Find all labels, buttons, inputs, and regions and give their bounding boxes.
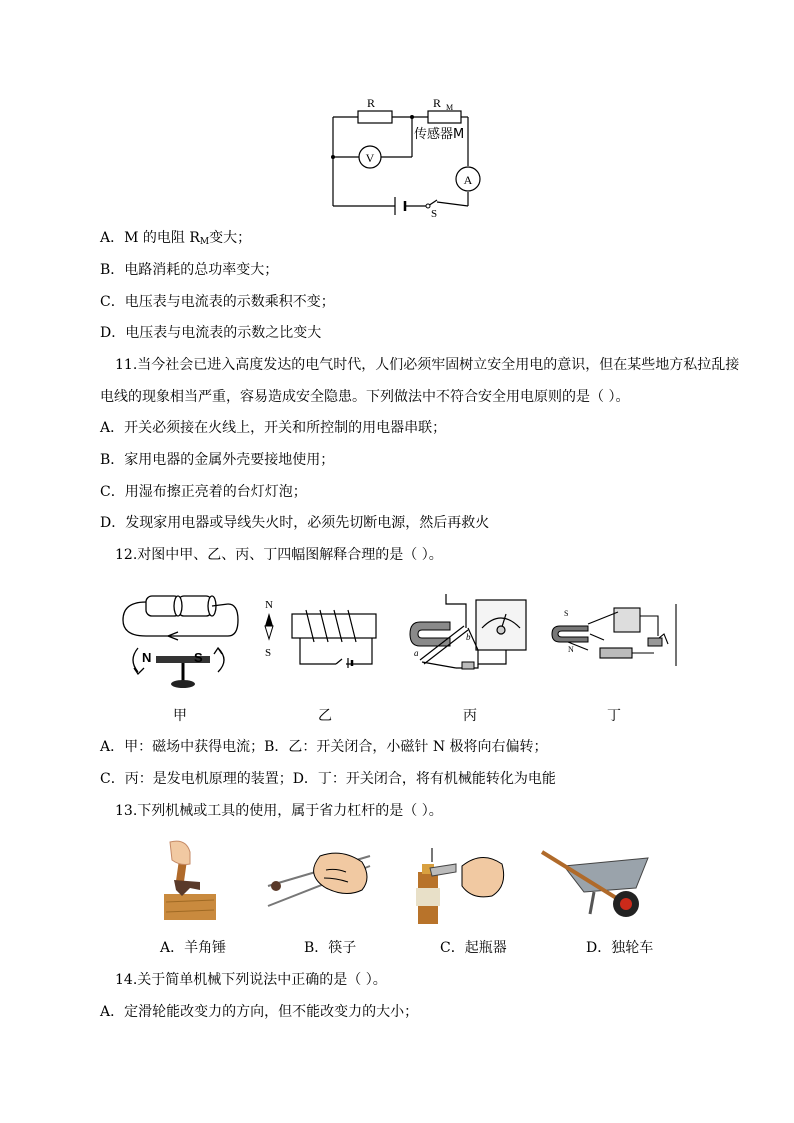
circuit-diagram — [325, 92, 495, 220]
label-rm-sub: M — [446, 103, 454, 112]
figure-ding — [548, 604, 680, 668]
q13-stem: 13.下列机械或工具的使用，属于省力杠杆的是（ ）。 — [115, 803, 443, 819]
caption-bing: 丙 — [463, 708, 477, 724]
voltmeter-label: V — [365, 151, 375, 165]
switch-label: S — [431, 208, 438, 220]
yi-n-label: N — [265, 599, 273, 611]
figure-jia — [118, 590, 246, 690]
ding-s-label: S — [564, 609, 569, 618]
caption-ding: 丁 — [607, 708, 621, 724]
q12-stem: 12.对图中甲、乙、丙、丁四幅图解释合理的是（ ）。 — [115, 547, 443, 563]
wheelbarrow-image — [540, 848, 652, 920]
figure-yi — [262, 596, 384, 668]
q10-option-a — [100, 228, 251, 252]
q13-caption-b: B．筷子 — [304, 940, 357, 956]
q12-option-cd: C．丙：是发电机原理的装置；D．丁：开关闭合，将有机械能转化为电能 — [100, 771, 556, 787]
jia-s-label: S — [194, 650, 203, 665]
q13-caption-c: C．起瓶器 — [440, 940, 507, 956]
q11-option-c: C．用湿布擦正亮着的台灯灯泡； — [100, 484, 307, 500]
q12-option-ab: A．甲：磁场中获得电流；B．乙：开关闭合，小磁针 N 极将向右偏转； — [100, 739, 548, 755]
ding-n-label: N — [568, 645, 574, 654]
q14-stem: 14.关于简单机械下列说法中正确的是（ ）。 — [115, 972, 387, 988]
yi-s-label: S — [265, 647, 272, 659]
label-sensor: 传感器M — [414, 127, 465, 142]
bing-a-label: a — [414, 648, 419, 658]
q11-stem-line1: 11.当今社会已进入高度发达的电气时代，人们必须牢固树立安全用电的意识，但在某些地方私拉乱接 — [115, 357, 740, 373]
q11-option-d: D．发现家用电器或导线失火时，必须先切断电源，然后再救火 — [100, 515, 490, 531]
q11-option-a: A．开关必须接在火线上，开关和所控制的用电器串联； — [100, 420, 447, 436]
claw-hammer-image — [160, 840, 220, 922]
q14-option-a: A．定滑轮能改变力的方向，但不能改变力的大小； — [100, 1004, 419, 1020]
ammeter-label: A — [463, 173, 473, 187]
q13-caption-d: D．独轮车 — [586, 940, 654, 956]
jia-n-label: N — [142, 650, 152, 665]
caption-yi: 乙 — [318, 708, 332, 724]
q10-option-a-post: 变大； — [209, 230, 252, 246]
bottle-opener-image — [412, 846, 508, 924]
bing-b-label: b — [466, 632, 471, 642]
q11-option-b: B．家用电器的金属外壳要接地使用； — [100, 452, 335, 468]
caption-jia: 甲 — [173, 708, 187, 724]
q10-option-d: D．电压表与电流表的示数之比变大 — [100, 325, 322, 341]
q10-option-a-sub: M — [199, 237, 210, 247]
q10-option-c: C．电压表与电流表的示数乘积不变； — [100, 294, 335, 310]
q13-caption-a: A．羊角锤 — [160, 940, 227, 956]
label-r: R — [366, 96, 376, 110]
label-rm: R — [432, 96, 442, 110]
chopsticks-image — [266, 848, 374, 910]
q11-stem-line2: 电线的现象相当严重，容易造成安全隐患。下列做法中不符合安全用电原则的是（ ）。 — [100, 389, 630, 405]
q10-option-b: B．电路消耗的总功率变大； — [100, 262, 279, 278]
q10-option-a-pre: A．M 的电阻 R — [100, 230, 200, 246]
figure-bing — [406, 594, 532, 674]
